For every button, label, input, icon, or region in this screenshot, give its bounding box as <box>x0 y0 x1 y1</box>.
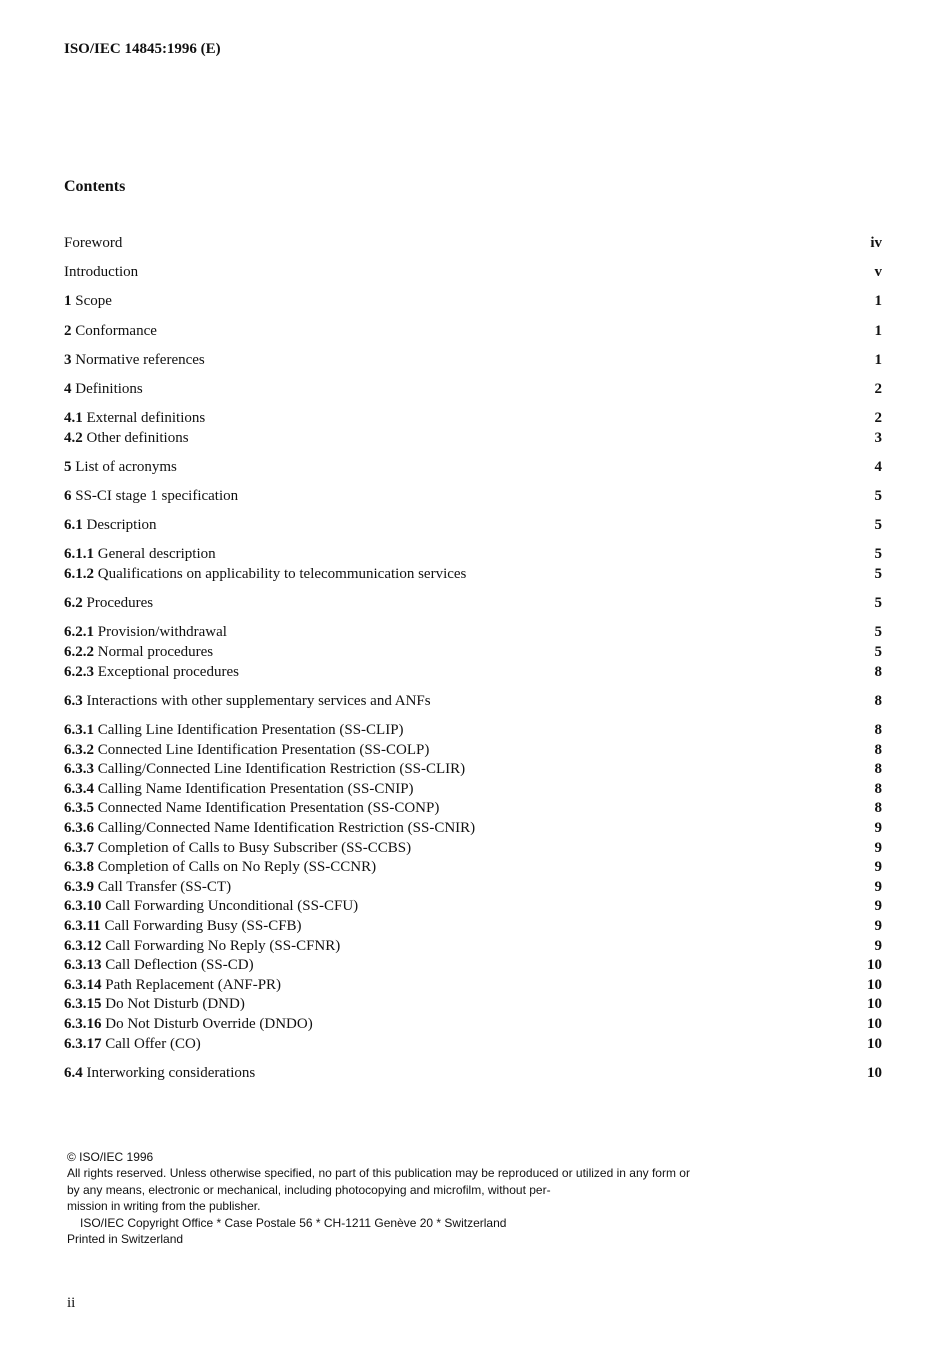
page-number: ii <box>67 1295 76 1311</box>
toc-section-title: Call Forwarding Busy (SS-CFB) <box>104 917 302 934</box>
toc-section-number: 6.3 <box>64 692 83 709</box>
toc-section-title: Call Offer (CO) <box>105 1035 201 1052</box>
toc-page-number: 8 <box>874 722 882 738</box>
toc-page-number: 1 <box>874 351 882 368</box>
toc-entry[interactable] <box>64 897 882 917</box>
toc-section-number: 1 <box>64 293 72 310</box>
toc-section-title: Conformance <box>75 322 157 339</box>
toc-section-number: 6.3.6 <box>64 819 94 836</box>
toc-entry-label <box>64 1064 255 1084</box>
toc-page-number: 5 <box>874 488 882 505</box>
toc-section-number: 6.3.10 <box>64 898 102 915</box>
toc-section-number: 6.3.11 <box>64 917 101 934</box>
toc-section-title: Connected Name Identification Presentation (SS-CONP) <box>97 800 440 817</box>
toc-section-title: Do Not Disturb Override (DNDO) <box>105 1015 313 1032</box>
toc-section-number: 6 <box>64 488 72 505</box>
toc-entry[interactable] <box>64 351 882 371</box>
toc-page-number: 5 <box>874 595 882 612</box>
toc-section-title: External definitions <box>86 410 206 427</box>
toc-entry-label <box>64 458 177 478</box>
toc-entry-label <box>64 565 466 585</box>
toc-entry[interactable] <box>64 741 882 761</box>
toc-section-title: Connected Line Identification Presentation (SS-COLP) <box>97 741 430 758</box>
toc-entry-label <box>64 487 238 507</box>
toc-section-number: 6.3.13 <box>64 957 102 974</box>
toc-entry[interactable] <box>64 623 882 643</box>
toc-entry[interactable] <box>64 878 882 898</box>
toc-section-number: 4 <box>64 380 72 397</box>
document-header: ISO/IEC 14845:1996 (E) <box>64 41 221 57</box>
toc-section-title: Interworking considerations <box>86 1064 256 1081</box>
toc-section-number: 4.2 <box>64 429 83 446</box>
toc-section-number: 4.1 <box>64 410 83 427</box>
toc-entry[interactable] <box>64 458 882 478</box>
copyright-office-address: ISO/IEC Copyright Office * Case Postale 56 * CH-1211 Genève 20 * Switzerland <box>80 1215 507 1230</box>
toc-section-title: List of acronyms <box>75 458 177 475</box>
toc-entry-label <box>64 516 156 536</box>
toc-entry-label <box>64 858 376 878</box>
toc-entry[interactable] <box>64 545 882 565</box>
toc-page-number: 10 <box>867 1064 882 1081</box>
toc-page-number: 10 <box>867 996 882 1013</box>
toc-entry-label <box>64 956 254 976</box>
toc-section-title: Scope <box>75 293 112 310</box>
toc-section-number: 3 <box>64 351 72 368</box>
toc-page-number: 9 <box>874 839 882 856</box>
toc-entry[interactable] <box>64 1015 882 1035</box>
page-title: Contents <box>64 178 126 195</box>
toc-page-number: 9 <box>874 917 882 934</box>
toc-section-number: 6.3.12 <box>64 937 102 954</box>
toc-page-number: 3 <box>874 429 882 446</box>
toc-entry[interactable] <box>64 1064 882 1084</box>
toc-section-title: Introduction <box>64 264 139 281</box>
toc-entry[interactable] <box>64 565 882 585</box>
toc-section-title: Do Not Disturb (DND) <box>105 996 245 1013</box>
toc-entry-label <box>64 380 143 400</box>
toc-section-title: Qualifications on applicability to telecommunication services <box>97 566 467 583</box>
toc-page-number: 8 <box>874 800 882 817</box>
toc-section-title: Definitions <box>75 380 143 397</box>
toc-page-number: 5 <box>874 517 882 534</box>
toc-section-title: Interactions with other supplementary services and ANFs <box>86 692 431 709</box>
rights-statement-end: mission in writing from the publisher. <box>67 1199 261 1214</box>
toc-entry[interactable] <box>64 937 882 957</box>
toc-section-title: Call Forwarding Unconditional (SS-CFU) <box>105 898 359 915</box>
toc-section-title: General description <box>97 546 216 563</box>
toc-section-number: 6.3.5 <box>64 800 94 817</box>
toc-page-number: 2 <box>874 380 882 397</box>
toc-entry[interactable] <box>64 917 882 937</box>
toc-section-title: Calling Name Identification Presentation (SS-CNIP) <box>97 780 414 797</box>
toc-entry-label <box>64 1015 313 1035</box>
rights-statement-cont: by any means, electronic or mechanical, including photocopying and microfilm, without per- <box>67 1182 551 1197</box>
toc-section-title: Completion of Calls to Busy Subscriber (SS-CCBS) <box>97 839 412 856</box>
toc-page-number: iv <box>870 235 882 251</box>
toc-section-title: Completion of Calls on No Reply (SS-CCNR) <box>97 859 377 876</box>
toc-entry[interactable] <box>64 263 882 283</box>
toc-entry[interactable] <box>64 819 882 839</box>
toc-entry-label <box>64 429 189 449</box>
toc-section-number: 6.2 <box>64 595 83 612</box>
toc-section-number: 2 <box>64 322 72 339</box>
toc-entry[interactable] <box>64 380 882 400</box>
toc-page-number: 9 <box>874 937 882 954</box>
toc-page-number: 9 <box>874 859 882 876</box>
toc-section-title: Call Transfer (SS-CT) <box>97 878 232 895</box>
table-of-contents <box>64 234 882 1083</box>
toc-entry-label <box>64 917 302 937</box>
toc-section-title: Call Deflection (SS-CD) <box>105 957 254 974</box>
toc-section-number: 6.4 <box>64 1064 83 1081</box>
toc-entry-label <box>64 409 205 429</box>
toc-entry[interactable] <box>64 643 882 663</box>
toc-page-number: 10 <box>867 1035 882 1052</box>
toc-entry-label <box>64 878 231 898</box>
toc-entry[interactable] <box>64 1035 882 1055</box>
toc-section-title: Calling/Connected Line Identification Restriction (SS-CLIR) <box>97 761 466 778</box>
toc-section-number: 5 <box>64 458 72 475</box>
toc-page-number: 8 <box>874 741 882 758</box>
toc-page-number: 5 <box>874 624 882 641</box>
toc-entry[interactable] <box>64 976 882 996</box>
toc-entry[interactable] <box>64 322 882 342</box>
toc-section-title: Procedures <box>86 595 154 612</box>
toc-section-number: 6.2.1 <box>64 624 94 641</box>
toc-page-number: 5 <box>874 644 882 661</box>
toc-page-number: 9 <box>874 878 882 895</box>
toc-section-title: Normative references <box>75 351 205 368</box>
toc-page-number: 5 <box>874 546 882 563</box>
copyright-line: © ISO/IEC 1996 <box>67 1150 154 1164</box>
toc-section-title: Description <box>86 517 157 534</box>
toc-entry-label <box>64 1035 201 1055</box>
toc-section-title: Path Replacement (ANF-PR) <box>105 976 282 993</box>
toc-entry[interactable] <box>64 409 882 429</box>
toc-entry[interactable] <box>64 594 882 614</box>
toc-page-number: 2 <box>874 410 882 427</box>
toc-section-number: 6.3.14 <box>64 976 102 993</box>
toc-section-number: 6.3.8 <box>64 859 94 876</box>
toc-section-title: Normal procedures <box>97 644 214 661</box>
toc-entry[interactable] <box>64 292 882 312</box>
toc-section-title: Foreword <box>64 235 123 251</box>
toc-entry-label <box>64 897 358 917</box>
toc-entry[interactable] <box>64 995 882 1015</box>
toc-section-number: 6.3.17 <box>64 1035 102 1052</box>
toc-entry[interactable] <box>64 956 882 976</box>
toc-section-title: Call Forwarding No Reply (SS-CFNR) <box>105 937 341 954</box>
toc-entry[interactable] <box>64 799 882 819</box>
toc-page-number: 8 <box>874 761 882 778</box>
toc-section-number: 6.3.4 <box>64 780 94 797</box>
toc-entry-label <box>64 263 138 283</box>
toc-section-title: Exceptional procedures <box>97 663 239 680</box>
toc-entry-label <box>64 839 411 859</box>
toc-entry-label <box>64 741 429 761</box>
toc-page-number: 1 <box>874 322 882 339</box>
toc-entry-label <box>64 976 281 996</box>
toc-section-number: 6.3.1 <box>64 722 94 738</box>
toc-entry[interactable] <box>64 692 882 712</box>
toc-entry[interactable] <box>64 663 882 683</box>
toc-entry-label <box>64 545 216 565</box>
toc-page-number: 9 <box>874 898 882 915</box>
toc-section-title: Other definitions <box>86 429 189 446</box>
toc-page-number: 8 <box>874 663 882 680</box>
toc-entry-label <box>64 643 213 663</box>
toc-page-number: 5 <box>874 566 882 583</box>
toc-section-number: 6.2.2 <box>64 644 94 661</box>
toc-section-number: 6.2.3 <box>64 663 94 680</box>
toc-section-number: 6.1 <box>64 517 83 534</box>
toc-entry-label <box>64 760 465 780</box>
toc-section-number: 6.3.15 <box>64 996 102 1013</box>
toc-entry[interactable] <box>64 516 882 536</box>
toc-entry-label <box>64 234 122 254</box>
toc-entry-label <box>64 937 340 957</box>
copyright-notice <box>67 1149 767 1247</box>
toc-entry-label <box>64 995 245 1015</box>
toc-entry[interactable] <box>64 429 882 449</box>
toc-entry-label <box>64 692 431 712</box>
toc-page-number: v <box>874 264 882 281</box>
toc-section-title: SS-CI stage 1 specification <box>75 488 239 505</box>
toc-section-number: 6.1.1 <box>64 546 94 563</box>
toc-entry-label <box>64 721 404 741</box>
toc-entry-label <box>64 292 112 312</box>
toc-section-number: 6.3.2 <box>64 741 94 758</box>
toc-entry[interactable] <box>64 760 882 780</box>
toc-section-number: 6.3.7 <box>64 839 94 856</box>
toc-entry-label <box>64 780 414 800</box>
toc-entry[interactable] <box>64 839 882 859</box>
toc-entry-label <box>64 623 227 643</box>
toc-entry[interactable] <box>64 487 882 507</box>
toc-page-number: 8 <box>874 780 882 797</box>
toc-section-number: 6.3.16 <box>64 1015 102 1032</box>
rights-statement: All rights reserved. Unless otherwise specified, no part of this publication may be reproduced or utilized in any form or <box>67 1166 690 1181</box>
toc-section-title: Calling Line Identification Presentation (SS-CLIP) <box>97 722 404 738</box>
toc-section-number: 6.3.9 <box>64 878 94 895</box>
toc-entry-label <box>64 594 153 614</box>
toc-entry[interactable] <box>64 780 882 800</box>
toc-page-number: 9 <box>874 819 882 836</box>
toc-page-number: 1 <box>874 293 882 310</box>
toc-entry[interactable] <box>64 858 882 878</box>
toc-entry-label <box>64 322 157 342</box>
toc-entry-label <box>64 663 239 683</box>
toc-page-number: 10 <box>867 957 882 974</box>
toc-entry[interactable] <box>64 234 882 254</box>
toc-page-number: 4 <box>874 458 882 475</box>
toc-section-title: Provision/withdrawal <box>97 624 227 641</box>
toc-section-number: 6.1.2 <box>64 566 94 583</box>
toc-entry-label <box>64 799 439 819</box>
toc-entry-label <box>64 819 475 839</box>
printed-in: Printed in Switzerland <box>67 1232 184 1247</box>
toc-entry[interactable] <box>64 721 882 741</box>
toc-section-title: Calling/Connected Name Identification Restriction (SS-CNIR) <box>97 819 476 836</box>
toc-page-number: 10 <box>867 1015 882 1032</box>
toc-page-number: 8 <box>874 692 882 709</box>
toc-page-number: 10 <box>867 976 882 993</box>
toc-section-number: 6.3.3 <box>64 761 94 778</box>
toc-entry-label <box>64 351 205 371</box>
